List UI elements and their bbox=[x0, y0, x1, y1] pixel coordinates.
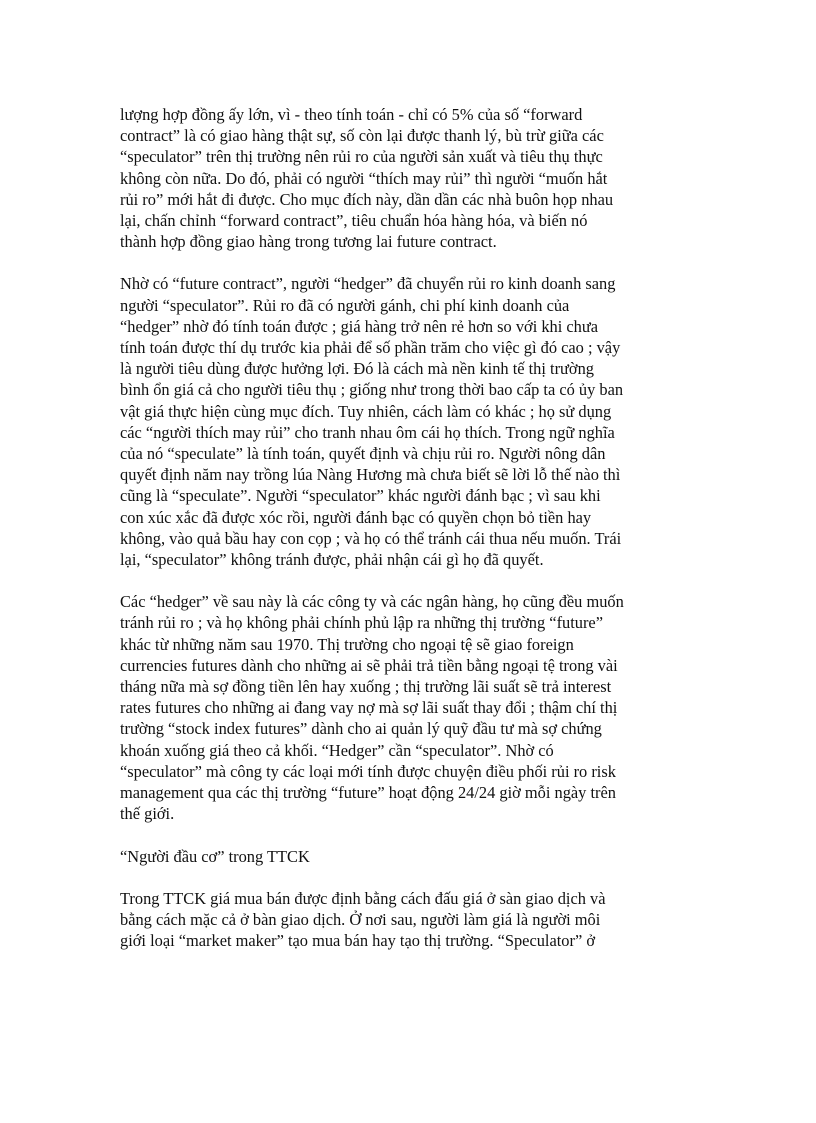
document-page bbox=[120, 104, 698, 972]
text-line: Nhờ có “future contract”, người “hedger” đã chuyển rủi ro kinh doanh sang bbox=[120, 274, 616, 294]
paragraph-future-contract bbox=[120, 273, 698, 570]
text-line: rủi ro” mới hắt đi được. Cho mục đích này, dần dần các nhà buôn họp nhau bbox=[120, 189, 614, 209]
text-line: của nó “speculate” là tính toán, quyết định và chịu rủi ro. Người nông dân bbox=[120, 444, 606, 464]
paragraph-ttck bbox=[120, 888, 698, 952]
text-line: currencies futures dành cho những ai sẽ phải trả tiền bằng ngoại tệ trong vài bbox=[120, 655, 618, 675]
text-line: bình ổn giá cả cho người tiêu thụ ; giống như trong thời bao cấp ta có ủy ban bbox=[120, 380, 624, 400]
text-line: tính toán được thí dụ trước kia phải để số phần trăm cho việc gì đó cao ; vậy bbox=[120, 338, 621, 358]
text-line: khác từ những năm sau 1970. Thị trường cho ngoại tệ sẽ giao foreign bbox=[120, 634, 574, 654]
text-line: bằng cách mặc cả ở bàn giao dịch. Ở nơi sau, người làm giá là người môi bbox=[120, 909, 601, 929]
text-line: lại, chấn chỉnh “forward contract”, tiêu chuẩn hóa hàng hóa, và biến nó bbox=[120, 211, 588, 231]
text-line: contract” là có giao hàng thật sự, số còn lại được thanh lý, bù trừ giữa các bbox=[120, 126, 604, 146]
text-line: các “người thích may rủi” cho tranh nhau ôm cái họ thích. Trong ngữ nghĩa bbox=[120, 422, 615, 442]
text-line: “hedger” nhờ đó tính toán được ; giá hàng trở nên rẻ hơn so với khi chưa bbox=[120, 316, 599, 336]
text-line: tháng nữa mà sợ đồng tiền lên hay xuống ; thị trường lãi suất sẽ trả interest bbox=[120, 677, 612, 697]
text-line: người “speculator”. Rủi ro đã có người gánh, chi phí kinh doanh của bbox=[120, 295, 570, 315]
text-line: trường “stock index futures” dành cho ai quản lý quỹ đầu tư mà sợ chứng bbox=[120, 719, 602, 739]
text-line: thành hợp đồng giao hàng trong tương lai future contract. bbox=[120, 232, 497, 252]
text-line: lượng hợp đồng ấy lớn, vì - theo tính toán - chỉ có 5% của số “forward bbox=[120, 105, 583, 124]
text-line: Các “hedger” về sau này là các công ty và các ngân hàng, họ cũng đều muốn bbox=[120, 592, 624, 612]
paragraph-hedger bbox=[120, 591, 698, 824]
text-line: management qua các thị trường “future” hoạt động 24/24 giờ mỗi ngày trên bbox=[120, 783, 616, 803]
text-line: tránh rủi ro ; và họ không phải chính phủ lập ra những thị trường “future” bbox=[120, 613, 603, 633]
paragraph-forward-contract bbox=[120, 104, 698, 252]
text-line: quyết định năm nay trồng lúa Nàng Hương mà chưa biết sẽ lời lỗ thế nào thì bbox=[120, 465, 621, 485]
text-line: giới loại “market maker” tạo mua bán hay tạo thị trường. “Speculator” ở bbox=[120, 931, 595, 951]
text-line: không còn nữa. Do đó, phải có người “thích may rủi” thì người “muốn hắt bbox=[120, 168, 608, 188]
text-line: con xúc xắc đã được xóc rồi, người đánh bạc có quyền chọn bỏ tiền hay bbox=[120, 507, 592, 527]
text-line: vật giá thực hiện cùng mục đích. Tuy nhiên, cách làm có khác ; họ sử dụng bbox=[120, 401, 612, 421]
text-line: lại, “speculator” không tránh được, phải nhận cái gì họ đã quyết. bbox=[120, 550, 544, 570]
text-line: “speculator” trên thị trường nên rủi ro của người sản xuất và tiêu thụ thực bbox=[120, 147, 603, 167]
text-line: khoán xuống giá theo cả khối. “Hedger” cần “speculator”. Nhờ có bbox=[120, 740, 554, 760]
text-line: là người tiêu dùng được hưởng lợi. Đó là cách mà nền kinh tế thị trường bbox=[120, 359, 594, 379]
text-line: cũng là “speculate”. Người “speculator” khác người đánh bạc ; vì sau khi bbox=[120, 486, 601, 506]
text-line: không, vào quả bầu hay con cọp ; và họ có thể tránh cái thua nếu muốn. Trái bbox=[120, 528, 622, 548]
text-line: thế giới. bbox=[120, 804, 175, 824]
text-line: “speculator” mà công ty các loại mới tính được chuyện điều phối rủi ro risk bbox=[120, 761, 616, 781]
text-line: rates futures cho những ai đang vay nợ mà sợ lãi suất thay đổi ; thậm chí thị bbox=[120, 698, 618, 718]
text-line: Trong TTCK giá mua bán được định bằng cách đấu giá ở sàn giao dịch và bbox=[120, 888, 606, 908]
section-heading bbox=[120, 846, 698, 867]
heading-text: “Người đầu cơ” trong TTCK bbox=[120, 846, 310, 866]
